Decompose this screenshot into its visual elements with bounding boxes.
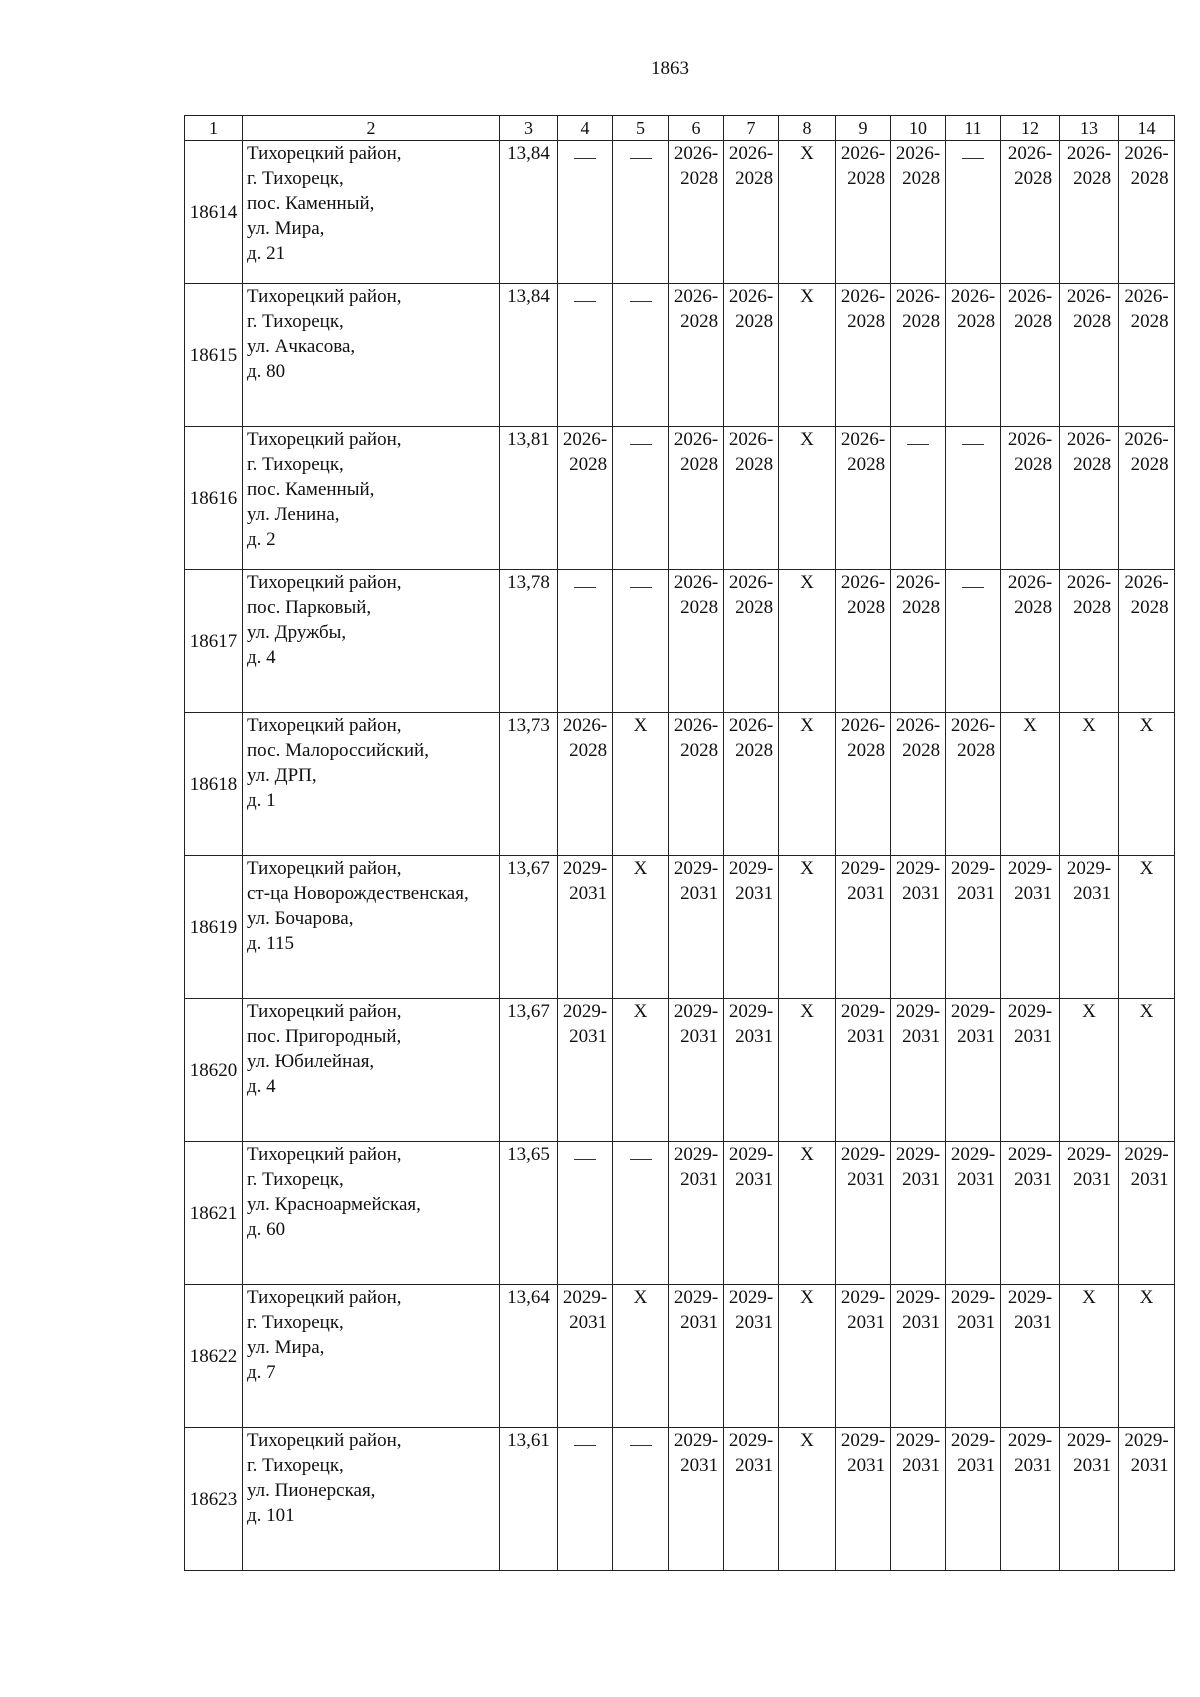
address-line: ул. ДРП, — [247, 765, 317, 786]
value-cell: 13,84 — [500, 141, 558, 284]
period-cell — [1060, 284, 1119, 427]
address-cell — [243, 570, 500, 713]
period-cell — [891, 1428, 946, 1571]
not-applicable-cell: X — [779, 1142, 836, 1285]
period-cell — [1060, 1142, 1119, 1285]
not-applicable-cell: X — [1060, 1285, 1119, 1428]
dash-cell — [613, 284, 669, 427]
register-table — [184, 115, 1175, 1571]
table-row — [185, 1285, 1175, 1428]
period-cell — [1060, 856, 1119, 999]
period-cell — [891, 1285, 946, 1428]
period-text: 2029- 2031 — [728, 1430, 774, 1476]
not-applicable-cell: X — [779, 284, 836, 427]
not-applicable-cell: X — [779, 999, 836, 1142]
address-line: г. Тихорецк, — [247, 168, 344, 189]
dash-mark — [630, 301, 652, 302]
dash-cell — [613, 570, 669, 713]
row-number: 18622 — [185, 1285, 243, 1428]
dash-mark — [574, 301, 596, 302]
period-cell — [1119, 1428, 1175, 1571]
period-cell — [891, 999, 946, 1142]
table-row — [185, 1428, 1175, 1571]
column-header-9: 9 — [836, 116, 891, 141]
period-text: 2029- 2031 — [840, 858, 886, 904]
period-text: 2029- 2031 — [1007, 1001, 1053, 1047]
period-text: 2029- 2031 — [950, 1001, 996, 1047]
period-text: 2026- 2028 — [562, 429, 608, 475]
period-cell — [558, 856, 613, 999]
not-applicable-cell: X — [1001, 713, 1060, 856]
period-text: 2026- 2028 — [728, 143, 774, 189]
period-text: 2029- 2031 — [895, 1287, 941, 1333]
address-line: пос. Каменный, — [247, 479, 375, 500]
not-applicable-cell: X — [1060, 999, 1119, 1142]
dash-mark — [907, 444, 929, 445]
period-cell — [836, 1428, 891, 1571]
table-row — [185, 713, 1175, 856]
value-cell: 13,78 — [500, 570, 558, 713]
column-header-13: 13 — [1060, 116, 1119, 141]
row-number: 18614 — [185, 141, 243, 284]
period-cell — [946, 1142, 1001, 1285]
dash-cell — [558, 284, 613, 427]
address-line: Тихорецкий район, — [247, 1287, 402, 1308]
address-line: Тихорецкий район, — [247, 858, 402, 879]
period-text: 2026- 2028 — [895, 572, 941, 618]
dash-cell — [613, 1142, 669, 1285]
period-cell — [724, 570, 779, 713]
address-cell — [243, 427, 500, 570]
page-number: 1863 — [651, 58, 689, 79]
dash-mark — [630, 1159, 652, 1160]
row-number: 18616 — [185, 427, 243, 570]
period-cell — [1060, 570, 1119, 713]
period-text: 2029- 2031 — [840, 1430, 886, 1476]
dash-mark — [962, 587, 984, 588]
address-line: Тихорецкий район, — [247, 286, 402, 307]
period-cell — [836, 1142, 891, 1285]
column-header-7: 7 — [724, 116, 779, 141]
row-number: 18617 — [185, 570, 243, 713]
period-cell — [669, 999, 724, 1142]
table-row — [185, 141, 1175, 284]
period-text: 2029- 2031 — [840, 1001, 886, 1047]
not-applicable-cell: X — [1119, 856, 1175, 999]
period-cell — [669, 1285, 724, 1428]
dash-mark — [962, 444, 984, 445]
period-cell — [891, 141, 946, 284]
period-cell — [724, 427, 779, 570]
period-cell — [724, 856, 779, 999]
not-applicable-cell: X — [779, 856, 836, 999]
period-text: 2026- 2028 — [1007, 429, 1053, 475]
period-cell — [946, 856, 1001, 999]
row-number: 18623 — [185, 1428, 243, 1571]
column-header-11: 11 — [946, 116, 1001, 141]
column-header-4: 4 — [558, 116, 613, 141]
period-cell — [946, 1285, 1001, 1428]
not-applicable-cell: X — [613, 856, 669, 999]
table-row — [185, 1142, 1175, 1285]
period-text: 2026- 2028 — [950, 286, 996, 332]
period-cell — [891, 1142, 946, 1285]
address-line: ул. Мира, — [247, 1337, 325, 1358]
period-text: 2026- 2028 — [673, 143, 719, 189]
address-line: пос. Парковый, — [247, 597, 372, 618]
period-cell — [946, 1428, 1001, 1571]
period-cell — [836, 427, 891, 570]
address-cell — [243, 999, 500, 1142]
address-cell — [243, 141, 500, 284]
dash-mark — [574, 587, 596, 588]
table-body — [185, 116, 1175, 1571]
table-row — [185, 856, 1175, 999]
period-cell — [891, 284, 946, 427]
period-text: 2026- 2028 — [840, 286, 886, 332]
period-cell — [558, 999, 613, 1142]
period-cell — [1060, 427, 1119, 570]
period-cell — [669, 141, 724, 284]
period-text: 2026- 2028 — [673, 429, 719, 475]
address-line: пос. Каменный, — [247, 193, 375, 214]
period-text: 2026- 2028 — [1066, 429, 1112, 475]
period-cell — [891, 713, 946, 856]
table-row — [185, 427, 1175, 570]
address-line: ул. Пионерская, — [247, 1480, 376, 1501]
not-applicable-cell: X — [779, 141, 836, 284]
address-line: ул. Дружбы, — [247, 622, 347, 643]
period-text: 2026- 2028 — [1124, 143, 1169, 189]
period-text: 2029- 2031 — [562, 858, 608, 904]
period-cell — [1001, 570, 1060, 713]
period-cell — [836, 284, 891, 427]
period-cell — [1060, 141, 1119, 284]
not-applicable-cell: X — [779, 1285, 836, 1428]
period-text: 2026- 2028 — [895, 715, 941, 761]
not-applicable-cell: X — [613, 999, 669, 1142]
period-cell — [946, 284, 1001, 427]
address-line: Тихорецкий район, — [247, 143, 402, 164]
period-cell — [1001, 427, 1060, 570]
period-text: 2026- 2028 — [728, 286, 774, 332]
address-line: д. 60 — [247, 1219, 286, 1240]
address-line: ул. Юбилейная, — [247, 1051, 375, 1072]
period-text: 2029- 2031 — [562, 1287, 608, 1333]
address-cell — [243, 1142, 500, 1285]
value-cell: 13,64 — [500, 1285, 558, 1428]
address-line: ул. Бочарова, — [247, 908, 354, 929]
period-cell — [669, 570, 724, 713]
period-text: 2026- 2028 — [1007, 572, 1053, 618]
address-line: г. Тихорецк, — [247, 1312, 344, 1333]
period-text: 2029- 2031 — [1066, 1144, 1112, 1190]
period-cell — [891, 856, 946, 999]
period-text: 2026- 2028 — [728, 715, 774, 761]
period-text: 2029- 2031 — [950, 858, 996, 904]
period-text: 2029- 2031 — [1007, 1430, 1053, 1476]
dash-mark — [574, 1159, 596, 1160]
period-text: 2029- 2031 — [1007, 858, 1053, 904]
period-text: 2029- 2031 — [673, 1430, 719, 1476]
column-header-5: 5 — [613, 116, 669, 141]
column-header-10: 10 — [891, 116, 946, 141]
period-text: 2026- 2028 — [1066, 572, 1112, 618]
period-text: 2026- 2028 — [840, 429, 886, 475]
period-cell — [836, 999, 891, 1142]
header-row — [185, 116, 1175, 141]
period-text: 2026- 2028 — [1124, 572, 1169, 618]
address-line: ул. Ленина, — [247, 504, 340, 525]
period-cell — [1001, 999, 1060, 1142]
address-line: ул. Мира, — [247, 218, 325, 239]
not-applicable-cell: X — [779, 570, 836, 713]
address-line: д. 7 — [247, 1362, 276, 1383]
period-cell — [946, 999, 1001, 1142]
column-header-1: 1 — [185, 116, 243, 141]
value-cell: 13,67 — [500, 999, 558, 1142]
period-text: 2026- 2028 — [673, 286, 719, 332]
address-cell — [243, 284, 500, 427]
column-header-6: 6 — [669, 116, 724, 141]
address-line: ул. Красноармейская, — [247, 1194, 421, 1215]
period-text: 2029- 2031 — [728, 1287, 774, 1333]
value-cell: 13,61 — [500, 1428, 558, 1571]
address-cell — [243, 856, 500, 999]
period-text: 2029- 2031 — [895, 858, 941, 904]
address-line: д. 4 — [247, 1076, 276, 1097]
period-text: 2026- 2028 — [728, 429, 774, 475]
column-header-14: 14 — [1119, 116, 1175, 141]
dash-cell — [613, 1428, 669, 1571]
period-cell — [1001, 1142, 1060, 1285]
period-cell — [724, 284, 779, 427]
period-text: 2026- 2028 — [840, 715, 886, 761]
period-text: 2029- 2031 — [1124, 1144, 1169, 1190]
period-text: 2026- 2028 — [1066, 143, 1112, 189]
period-cell — [558, 1285, 613, 1428]
address-line: д. 2 — [247, 529, 276, 550]
period-text: 2026- 2028 — [840, 572, 886, 618]
period-cell — [669, 1142, 724, 1285]
table-row — [185, 999, 1175, 1142]
period-text: 2026- 2028 — [895, 143, 941, 189]
period-cell — [1119, 284, 1175, 427]
dash-mark — [962, 158, 984, 159]
period-cell — [1119, 427, 1175, 570]
period-cell — [669, 1428, 724, 1571]
dash-cell — [558, 1142, 613, 1285]
period-text: 2029- 2031 — [673, 858, 719, 904]
address-cell — [243, 1428, 500, 1571]
period-text: 2029- 2031 — [1007, 1287, 1053, 1333]
period-cell — [946, 713, 1001, 856]
value-cell: 13,84 — [500, 284, 558, 427]
period-text: 2029- 2031 — [950, 1144, 996, 1190]
period-text: 2029- 2031 — [950, 1287, 996, 1333]
not-applicable-cell: X — [1119, 999, 1175, 1142]
table-row — [185, 570, 1175, 713]
column-header-2: 2 — [243, 116, 500, 141]
period-text: 2026- 2028 — [1124, 286, 1169, 332]
address-line: Тихорецкий район, — [247, 1001, 402, 1022]
period-cell — [836, 1285, 891, 1428]
period-text: 2026- 2028 — [1066, 286, 1112, 332]
dash-cell — [946, 570, 1001, 713]
address-line: Тихорецкий район, — [247, 572, 402, 593]
not-applicable-cell: X — [779, 1428, 836, 1571]
not-applicable-cell: X — [613, 713, 669, 856]
not-applicable-cell: X — [1060, 713, 1119, 856]
period-text: 2029- 2031 — [1124, 1430, 1169, 1476]
period-cell — [724, 1428, 779, 1571]
table-row — [185, 284, 1175, 427]
period-cell — [1119, 141, 1175, 284]
address-cell — [243, 1285, 500, 1428]
dash-cell — [558, 141, 613, 284]
period-text: 2029- 2031 — [728, 1144, 774, 1190]
period-text: 2029- 2031 — [673, 1001, 719, 1047]
period-text: 2029- 2031 — [1066, 858, 1112, 904]
period-text: 2029- 2031 — [1007, 1144, 1053, 1190]
period-text: 2029- 2031 — [840, 1287, 886, 1333]
dash-cell — [946, 427, 1001, 570]
dash-cell — [558, 570, 613, 713]
period-cell — [724, 1285, 779, 1428]
period-text: 2029- 2031 — [562, 1001, 608, 1047]
period-cell — [669, 427, 724, 570]
address-line: Тихорецкий район, — [247, 1430, 402, 1451]
dash-mark — [630, 587, 652, 588]
address-line: Тихорецкий район, — [247, 715, 402, 736]
address-line: Тихорецкий район, — [247, 1144, 402, 1165]
period-cell — [558, 427, 613, 570]
period-cell — [1001, 1428, 1060, 1571]
period-text: 2029- 2031 — [728, 1001, 774, 1047]
value-cell: 13,81 — [500, 427, 558, 570]
address-line: Тихорецкий район, — [247, 429, 402, 450]
dash-cell — [891, 427, 946, 570]
address-cell — [243, 713, 500, 856]
period-text: 2026- 2028 — [1007, 143, 1053, 189]
dash-cell — [558, 1428, 613, 1571]
dash-cell — [946, 141, 1001, 284]
period-text: 2029- 2031 — [673, 1144, 719, 1190]
column-header-3: 3 — [500, 116, 558, 141]
period-text: 2029- 2031 — [673, 1287, 719, 1333]
dash-mark — [630, 158, 652, 159]
period-text: 2029- 2031 — [950, 1430, 996, 1476]
not-applicable-cell: X — [1119, 713, 1175, 856]
not-applicable-cell: X — [1119, 1285, 1175, 1428]
period-cell — [1119, 1142, 1175, 1285]
period-text: 2029- 2031 — [1066, 1430, 1112, 1476]
period-text: 2026- 2028 — [673, 715, 719, 761]
period-cell — [891, 570, 946, 713]
not-applicable-cell: X — [779, 713, 836, 856]
period-cell — [1060, 1428, 1119, 1571]
period-text: 2026- 2028 — [728, 572, 774, 618]
period-cell — [669, 284, 724, 427]
address-line: г. Тихорецк, — [247, 1169, 344, 1190]
address-line: г. Тихорецк, — [247, 454, 344, 475]
row-number: 18615 — [185, 284, 243, 427]
address-line: г. Тихорецк, — [247, 311, 344, 332]
period-text: 2026- 2028 — [1007, 286, 1053, 332]
dash-mark — [630, 444, 652, 445]
address-line: д. 101 — [247, 1505, 295, 1526]
period-cell — [836, 570, 891, 713]
period-text: 2026- 2028 — [950, 715, 996, 761]
column-header-8: 8 — [779, 116, 836, 141]
value-cell: 13,65 — [500, 1142, 558, 1285]
period-text: 2026- 2028 — [840, 143, 886, 189]
period-text: 2026- 2028 — [895, 286, 941, 332]
period-text: 2029- 2031 — [728, 858, 774, 904]
period-cell — [1001, 141, 1060, 284]
dash-mark — [574, 1445, 596, 1446]
period-text: 2026- 2028 — [1124, 429, 1169, 475]
period-cell — [836, 141, 891, 284]
address-line: г. Тихорецк, — [247, 1455, 344, 1476]
address-line: д. 4 — [247, 647, 276, 668]
period-cell — [669, 713, 724, 856]
row-number: 18620 — [185, 999, 243, 1142]
address-line: ст-ца Новорождественская, — [247, 883, 469, 904]
address-line: ул. Ачкасова, — [247, 336, 356, 357]
period-cell — [724, 1142, 779, 1285]
value-cell: 13,73 — [500, 713, 558, 856]
period-cell — [724, 141, 779, 284]
period-text: 2029- 2031 — [840, 1144, 886, 1190]
period-cell — [669, 856, 724, 999]
period-text: 2029- 2031 — [895, 1430, 941, 1476]
address-line: д. 21 — [247, 243, 286, 264]
period-cell — [1001, 1285, 1060, 1428]
dash-mark — [574, 158, 596, 159]
row-number: 18621 — [185, 1142, 243, 1285]
period-cell — [836, 713, 891, 856]
row-number: 18618 — [185, 713, 243, 856]
period-cell — [1119, 570, 1175, 713]
address-line: д. 1 — [247, 790, 276, 811]
dash-mark — [630, 1445, 652, 1446]
address-line: д. 115 — [247, 933, 294, 954]
period-cell — [836, 856, 891, 999]
address-line: пос. Малороссийский, — [247, 740, 429, 761]
column-header-12: 12 — [1001, 116, 1060, 141]
period-cell — [1001, 856, 1060, 999]
dash-cell — [613, 141, 669, 284]
period-cell — [558, 713, 613, 856]
period-text: 2029- 2031 — [895, 1144, 941, 1190]
address-line: д. 80 — [247, 361, 286, 382]
period-cell — [724, 999, 779, 1142]
period-text: 2029- 2031 — [895, 1001, 941, 1047]
period-text: 2026- 2028 — [673, 572, 719, 618]
address-line: пос. Пригородный, — [247, 1026, 402, 1047]
not-applicable-cell: X — [779, 427, 836, 570]
period-text: 2026- 2028 — [562, 715, 608, 761]
not-applicable-cell: X — [613, 1285, 669, 1428]
dash-cell — [613, 427, 669, 570]
value-cell: 13,67 — [500, 856, 558, 999]
period-cell — [1001, 284, 1060, 427]
row-number: 18619 — [185, 856, 243, 999]
period-cell — [724, 713, 779, 856]
